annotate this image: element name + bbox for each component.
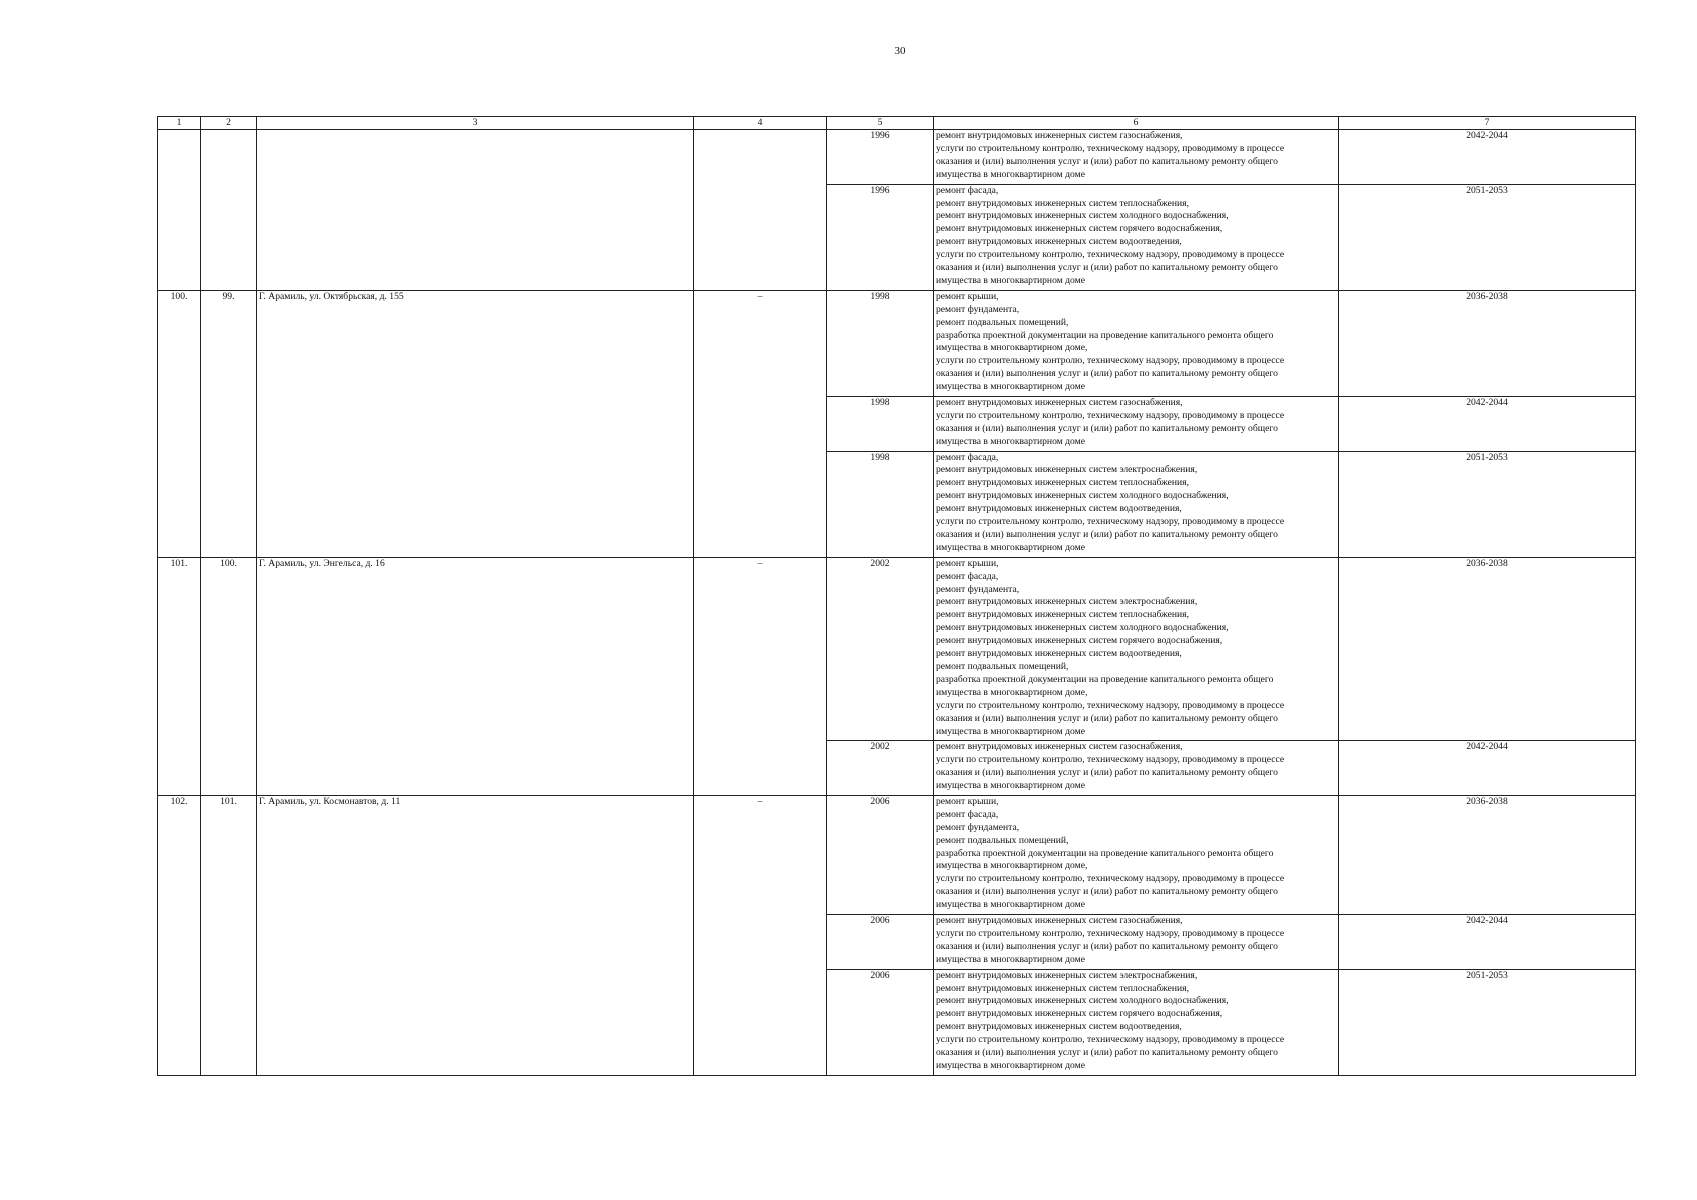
construction-year: 1998 [827, 290, 934, 396]
column-4-value: – [694, 795, 827, 1075]
header-col-5: 5 [827, 117, 934, 130]
repair-works-list: ремонт внутридомовых инженерных систем газоснабжения, услуги по строительному контролю, техническому надзору, проводимому в процессе оказания и (или) выполнения услуг и (или) работ по капитальному ремонту общего имущества в многоквартирном доме [934, 130, 1339, 185]
column-4-value: – [694, 557, 827, 795]
house-id: 99. [201, 290, 257, 557]
house-id [201, 130, 257, 291]
repair-works-list: ремонт внутридомовых инженерных систем газоснабжения, услуги по строительному контролю, техническому надзору, проводимому в процессе оказания и (или) выполнения услуг и (или) работ по капитальному ремонту общего имущества в многоквартирном доме [934, 396, 1339, 451]
repair-period: 2036-2038 [1339, 290, 1636, 396]
construction-year: 2006 [827, 969, 934, 1075]
house-id: 101. [201, 795, 257, 1075]
table-row [158, 290, 1636, 396]
page-number: 30 [894, 45, 906, 57]
header-col-2: 2 [201, 117, 257, 130]
construction-year: 2006 [827, 915, 934, 970]
construction-year: 1998 [827, 451, 934, 557]
header-col-7: 7 [1339, 117, 1636, 130]
construction-year: 1996 [827, 184, 934, 290]
repair-period: 2051-2053 [1339, 451, 1636, 557]
construction-year: 1996 [827, 130, 934, 185]
construction-year: 2002 [827, 557, 934, 741]
repair-works-list: ремонт крыши, ремонт фасада, ремонт фундамента, ремонт внутридомовых инженерных систем электроснабжения, ремонт внутридомовых инженерных систем теплоснабжения, ремонт внутридомовых инженерных систем холодного водоснабжения, ремонт внутридомовых инженерных систем горячего водоснабжения, ремонт внутридомовых инженерных систем водоотведения, ремонт подвальных помещений, разработка проектной документации на проведение капитального ремонта общего имущества в многоквартирном доме, услуги по строительному контролю, техническому надзору, проводимому в процессе оказания и (или) выполнения услуг и (или) работ по капитальному ремонту общего имущества в многоквартирном доме [934, 557, 1339, 741]
table-header [158, 117, 1636, 130]
repair-period: 2036-2038 [1339, 557, 1636, 741]
header-col-6: 6 [934, 117, 1339, 130]
row-number [158, 130, 201, 291]
repair-works-list: ремонт внутридомовых инженерных систем газоснабжения, услуги по строительному контролю, техническому надзору, проводимому в процессе оказания и (или) выполнения услуг и (или) работ по капитальному ремонту общего имущества в многоквартирном доме [934, 915, 1339, 970]
column-4-value: – [694, 290, 827, 557]
repair-works-list: ремонт внутридомовых инженерных систем газоснабжения, услуги по строительному контролю, техническому надзору, проводимому в процессе оказания и (или) выполнения услуг и (или) работ по капитальному ремонту общего имущества в многоквартирном доме [934, 741, 1339, 796]
construction-year: 2006 [827, 795, 934, 914]
table-row [158, 795, 1636, 914]
header-row [158, 117, 1636, 130]
row-number: 102. [158, 795, 201, 1075]
repair-period: 2042-2044 [1339, 915, 1636, 970]
repair-period: 2051-2053 [1339, 184, 1636, 290]
repair-period: 2036-2038 [1339, 795, 1636, 914]
house-id: 100. [201, 557, 257, 795]
house-address: Г. Арамиль, ул. Октябрьская, д. 155 [257, 290, 694, 557]
repair-period: 2051-2053 [1339, 969, 1636, 1075]
column-4-value [694, 130, 827, 291]
construction-year: 2002 [827, 741, 934, 796]
header-col-4: 4 [694, 117, 827, 130]
row-number: 100. [158, 290, 201, 557]
house-address: Г. Арамиль, ул. Космонавтов, д. 11 [257, 795, 694, 1075]
house-address: Г. Арамиль, ул. Энгельса, д. 16 [257, 557, 694, 795]
construction-year: 1998 [827, 396, 934, 451]
table-row [158, 130, 1636, 185]
repair-works-list: ремонт фасада, ремонт внутридомовых инженерных систем электроснабжения, ремонт внутридомовых инженерных систем теплоснабжения, ремонт внутридомовых инженерных систем холодного водоснабжения, ремонт внутридомовых инженерных систем водоотведения, услуги по строительному контролю, техническому надзору, проводимому в процессе оказания и (или) выполнения услуг и (или) работ по капитальному ремонту общего имущества в многоквартирном доме [934, 451, 1339, 557]
table-body [158, 130, 1636, 1076]
repair-works-list: ремонт крыши, ремонт фундамента, ремонт подвальных помещений, разработка проектной документации на проведение капитального ремонта общего имущества в многоквартирном доме, услуги по строительному контролю, техническому надзору, проводимому в процессе оказания и (или) выполнения услуг и (или) работ по капитальному ремонту общего имущества в многоквартирном доме [934, 290, 1339, 396]
repair-period: 2042-2044 [1339, 741, 1636, 796]
header-col-1: 1 [158, 117, 201, 130]
row-number: 101. [158, 557, 201, 795]
header-col-3: 3 [257, 117, 694, 130]
repair-works-list: ремонт крыши, ремонт фасада, ремонт фундамента, ремонт подвальных помещений, разработка проектной документации на проведение капитального ремонта общего имущества в многоквартирном доме, услуги по строительному контролю, техническому надзору, проводимому в процессе оказания и (или) выполнения услуг и (или) работ по капитальному ремонту общего имущества в многоквартирном доме [934, 795, 1339, 914]
house-address [257, 130, 694, 291]
table-row [158, 557, 1636, 741]
repair-period: 2042-2044 [1339, 396, 1636, 451]
capital-repair-table [157, 116, 1636, 1076]
repair-period: 2042-2044 [1339, 130, 1636, 185]
repair-works-list: ремонт фасада, ремонт внутридомовых инженерных систем теплоснабжения, ремонт внутридомовых инженерных систем холодного водоснабжения, ремонт внутридомовых инженерных систем горячего водоснабжения, ремонт внутридомовых инженерных систем водоотведения, услуги по строительному контролю, техническому надзору, проводимому в процессе оказания и (или) выполнения услуг и (или) работ по капитальному ремонту общего имущества в многоквартирном доме [934, 184, 1339, 290]
repair-works-list: ремонт внутридомовых инженерных систем электроснабжения, ремонт внутридомовых инженерных систем теплоснабжения, ремонт внутридомовых инженерных систем холодного водоснабжения, ремонт внутридомовых инженерных систем горячего водоснабжения, ремонт внутридомовых инженерных систем водоотведения, услуги по строительному контролю, техническому надзору, проводимому в процессе оказания и (или) выполнения услуг и (или) работ по капитальному ремонту общего имущества в многоквартирном доме [934, 969, 1339, 1075]
